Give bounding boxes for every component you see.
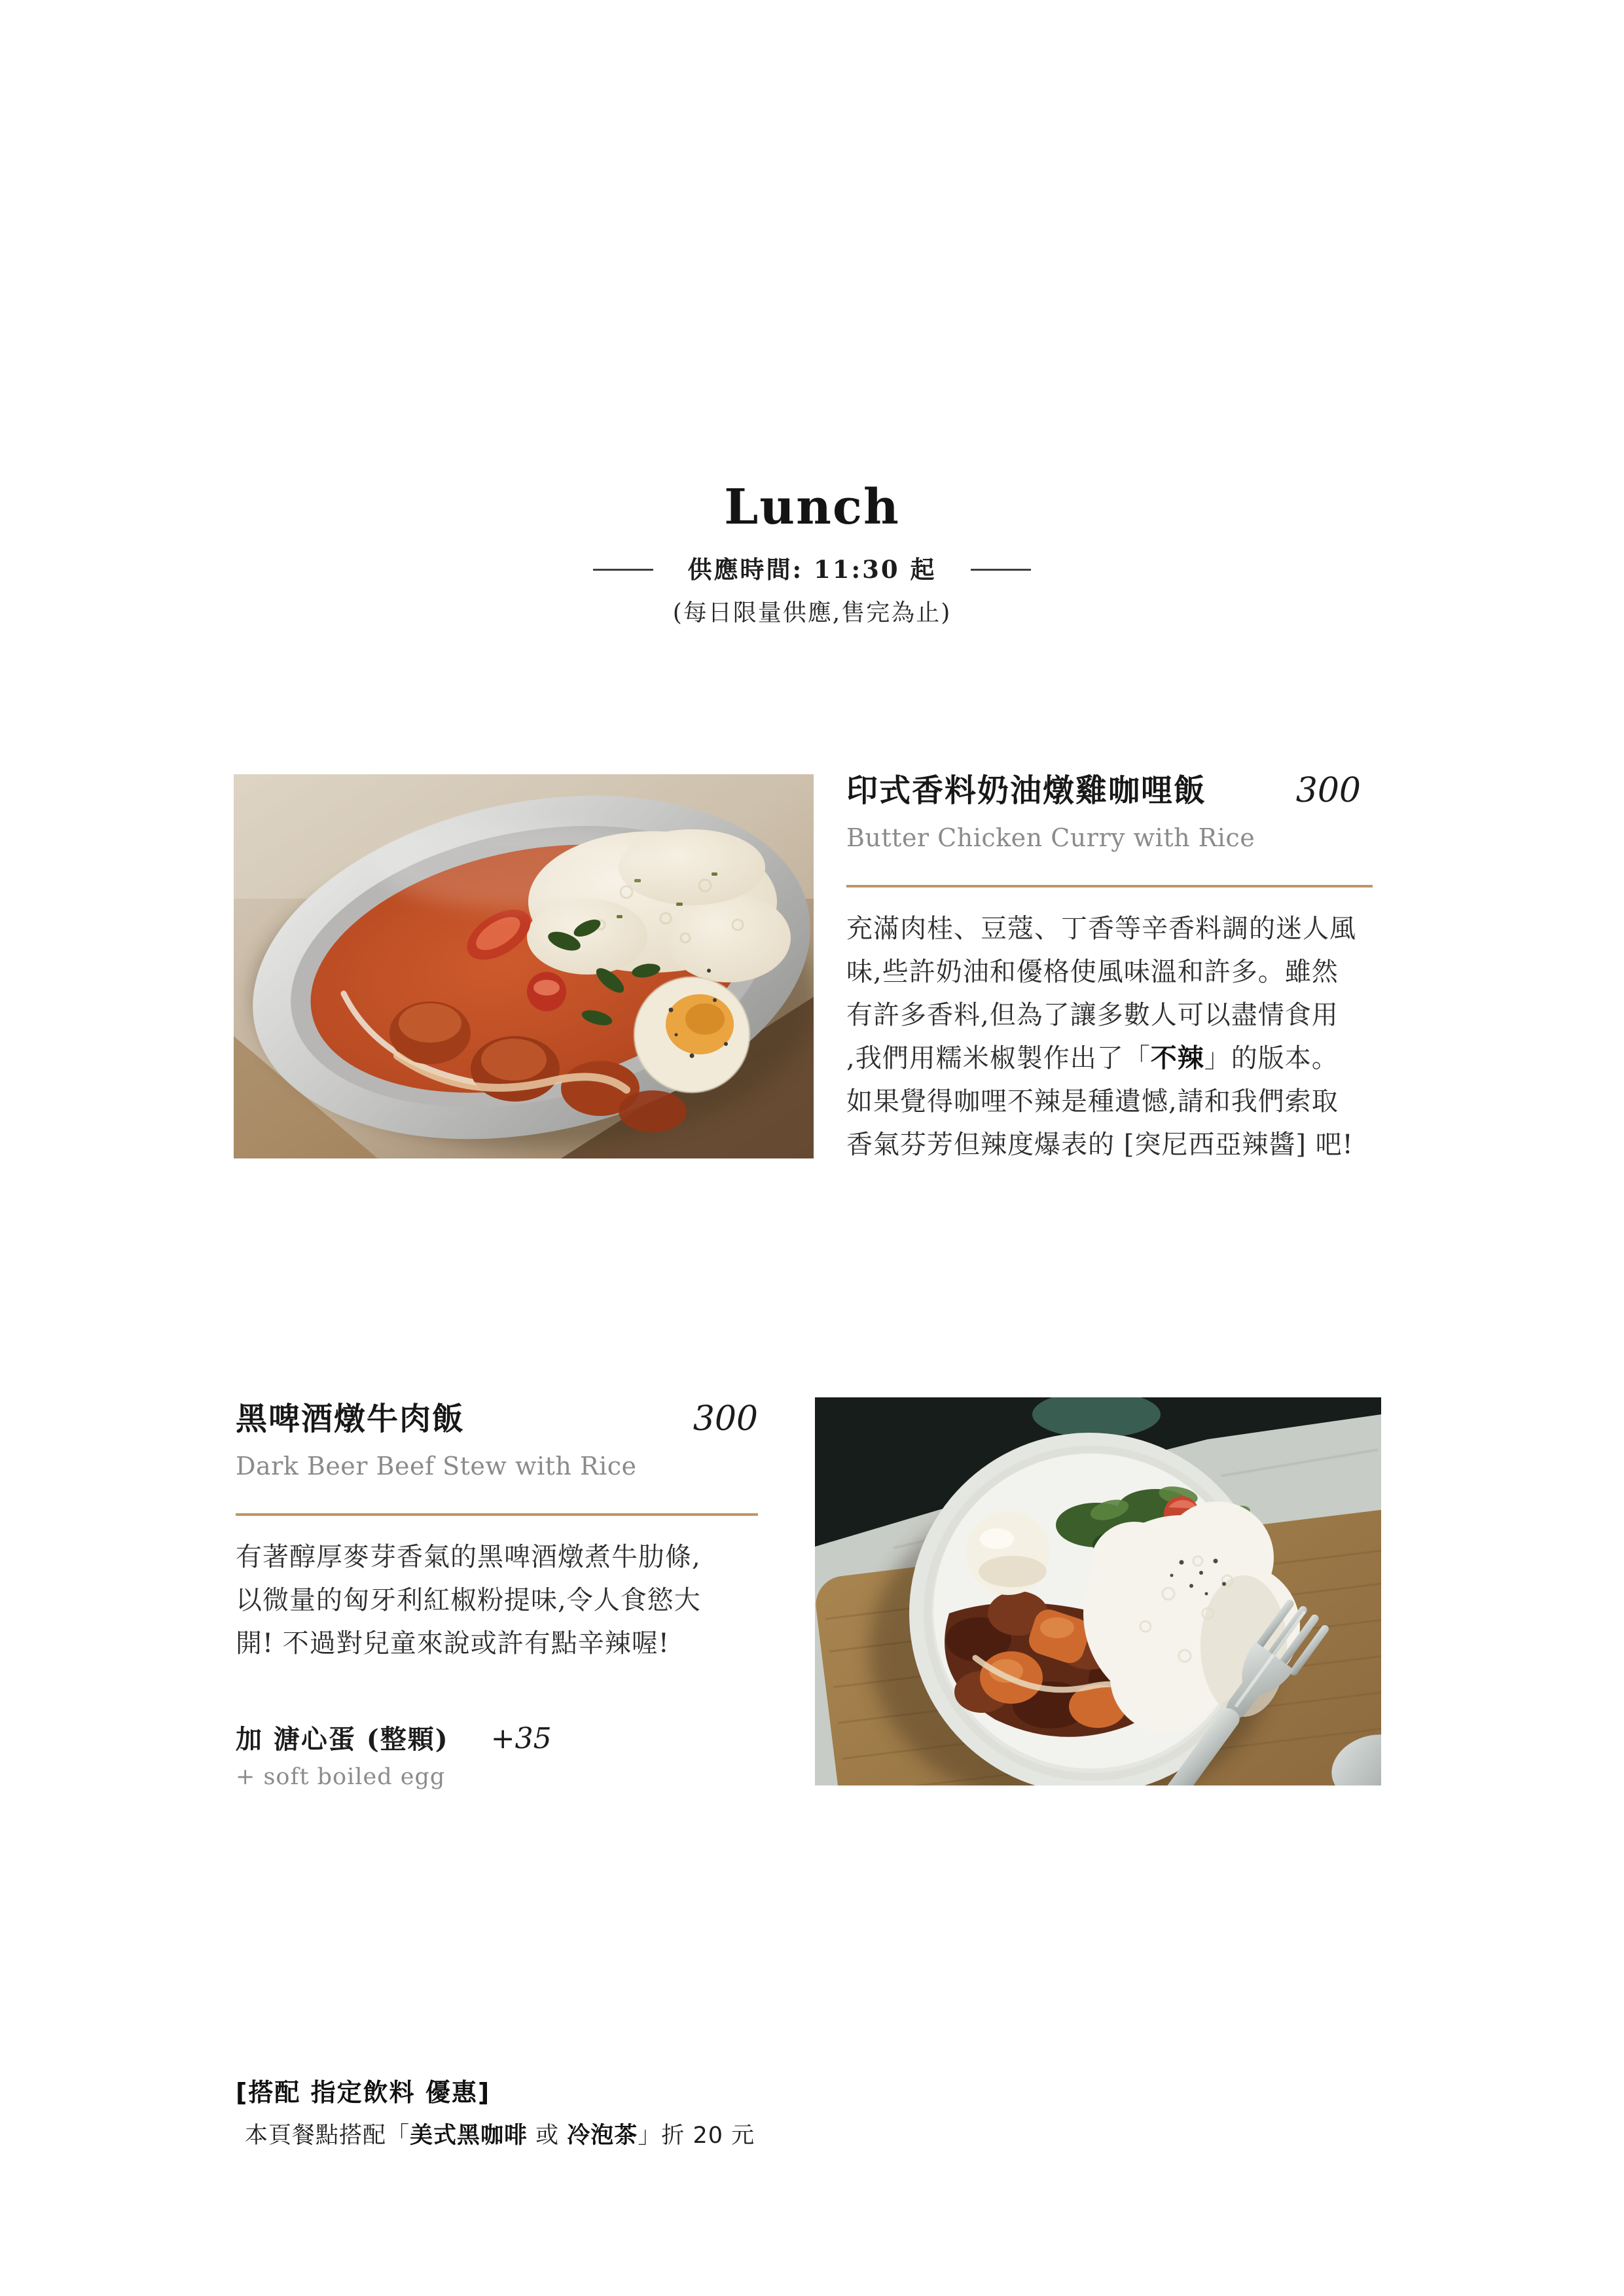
dish-title-row [846,772,1373,809]
gold-divider-rule [236,1513,758,1516]
serving-time-row [0,554,1624,585]
description-segment: ,我們用糯米椒製作出了「 [846,1043,1151,1073]
promo-segment: 本頁餐點搭配「 [245,2123,410,2149]
description-line: 味,些許奶油和優格使風味溫和許多。雖然 [846,957,1339,987]
beef-stew-text-column [236,1401,758,1790]
addon-name-en: + soft boiled egg [236,1764,446,1790]
promo-segment: 或 [528,2123,568,2149]
description-line: 如果覺得咖哩不辣是種遺憾,請和我們索取 [846,1086,1339,1117]
description-line: 有許多香料,但為了讓多數人可以盡情食用 [846,1000,1339,1030]
promo-coffee-emphasis: 美式黑咖啡 [410,2123,528,2149]
butter-chicken-text-column [846,772,1373,1166]
drink-promo-footer [236,2077,755,2152]
promo-segment: 」折 20 元 [638,2123,755,2149]
description-line: 充滿肉桂、豆蔻、丁香等辛香料調的迷人風 [846,914,1356,944]
not-spicy-emphasis: 不辣 [1150,1043,1204,1073]
promo-title-segment: [搭配 [236,2078,311,2107]
serving-note: (每日限量供應,售完為止) [672,600,952,626]
promo-tea-emphasis: 冷泡茶 [567,2123,638,2149]
addon-row [236,1719,758,1756]
butter-chicken-photo [234,774,814,1158]
description-line [846,1037,1373,1080]
description-line: 有著醇厚麥芽香氣的黑啤酒燉煮牛肋條, [236,1542,701,1572]
addon-name-zh: 加 溏心蛋 (整顆) [236,1724,449,1755]
description-line: 以微量的匈牙利紅椒粉提味,令人食慾大 [236,1585,701,1615]
gold-divider-rule [846,885,1373,888]
page-title: Lunch [724,479,900,535]
promo-title-segment: 優惠] [415,2078,491,2107]
addon-price: +35 [490,1722,552,1755]
dish-name-zh: 印式香料奶油燉雞咖哩飯 [846,772,1207,809]
dish-description [846,907,1373,1166]
description-line: 開! 不過對兒童來說或許有點辛辣喔! [236,1628,670,1659]
dish-price: 300 [693,1399,758,1439]
dish-name-en: Dark Beer Beef Stew with Rice [236,1452,637,1480]
dish-name-en: Butter Chicken Curry with Rice [846,823,1255,852]
dish-description [236,1535,758,1665]
promo-title [236,2077,755,2108]
dish-title-row [236,1401,758,1437]
dish-price: 300 [1295,771,1361,810]
beef-stew-photo [815,1397,1381,1785]
left-dash-rule [593,569,653,571]
promo-title-emphasis: 指定飲料 [310,2078,416,2107]
right-dash-rule [971,569,1031,571]
promo-detail-line [245,2119,755,2152]
menu-header [0,479,1624,630]
description-line: 香氣芬芳但辣度爆表的 [突尼西亞辣醬] 吧! [846,1130,1354,1160]
dish-name-zh: 黑啤酒燉牛肉飯 [236,1401,465,1437]
description-segment: 」的版本。 [1204,1043,1339,1073]
serving-time-text: 供應時間: 11:30 起 [687,555,937,584]
